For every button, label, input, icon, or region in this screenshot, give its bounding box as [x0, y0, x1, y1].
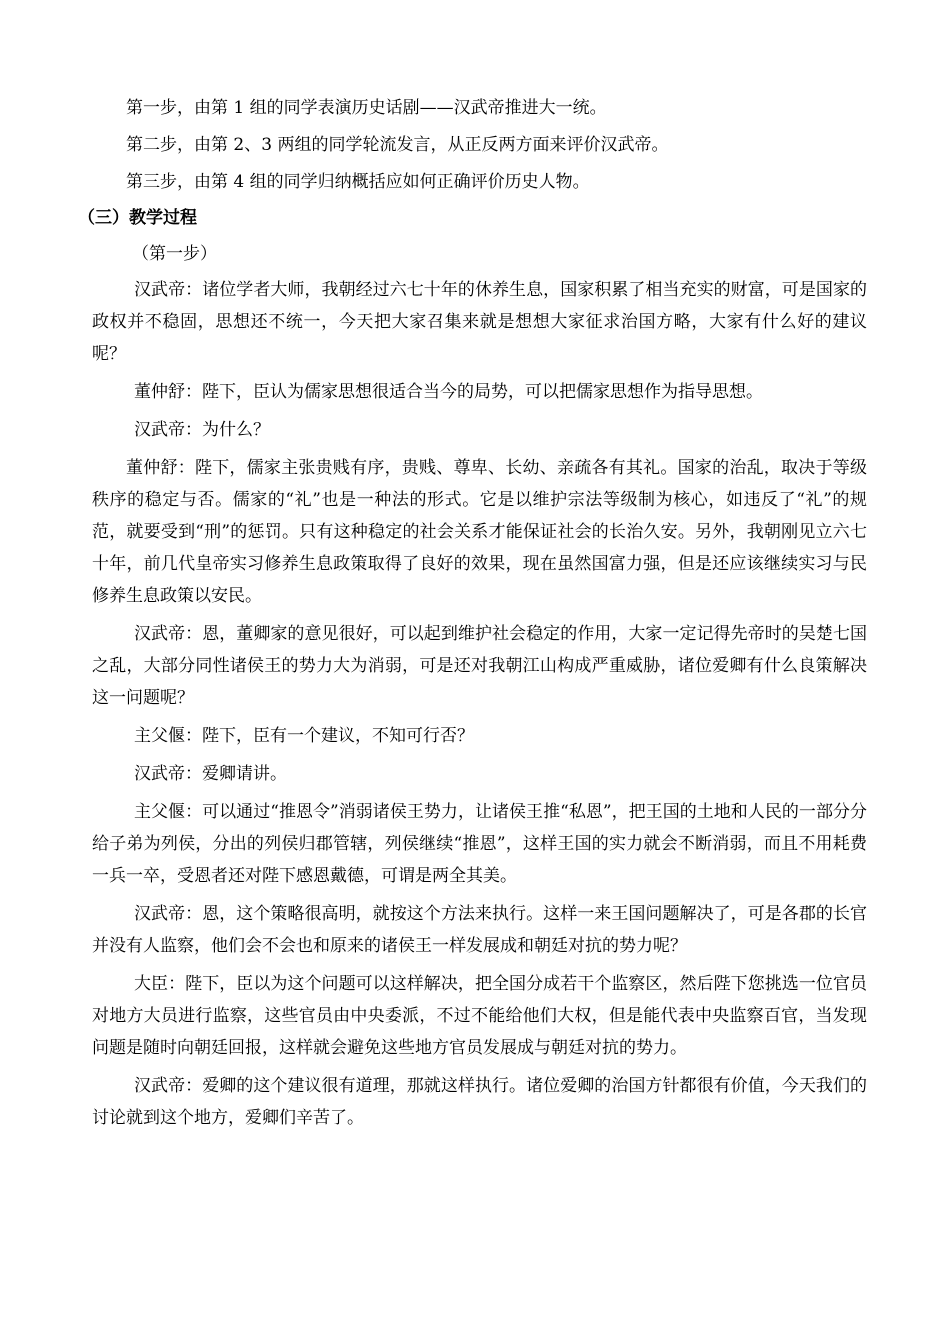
step-3: 第三步，由第 4 组的同学归纳概括应如何正确评价历史人物。 — [126, 172, 590, 192]
dialogue-line-9: 汉武帝：恩，这个策略很高明，就按这个方法来执行。这样一来王国问题解决了，可是各郡的长官并没有人监察，他们会不会也和原来的诸侯王一样发展成和朝廷对抗的势力呢？ — [92, 904, 867, 956]
sub-heading: （第一步） — [132, 244, 217, 264]
dialogue-line-2: 董仲舒：陛下，臣认为儒家思想很适合当今的局势，可以把儒家思想作为指导思想。 — [134, 382, 763, 402]
dialogue-line-10: 大臣：陛下，臣以为这个问题可以这样解决，把全国分成若干个监察区，然后陛下您挑选一位官员对地方大员进行监察，这些官员由中央委派，不过不能给他们大权，但是能代表中央监察百官，当发现问题是随时向朝廷回报，这样就会避免这些地方官员发展成与朝廷对抗的势力。 — [92, 974, 867, 1058]
step-1: 第一步，由第 1 组的同学表演历史话剧——汉武帝推进大一统。 — [126, 98, 607, 118]
dialogue-line-8: 主父偃：可以通过“推恩令”消弱诸侯王势力，让诸侯王推“私恩”，把王国的土地和人民的一部分分给子弟为列侯，分出的列侯归郡管辖，列侯继续“推恩”，这样王国的实力就会不断消弱，而且不用耗费一兵一卒，受恩者还对陛下感恩戴德，可谓是两全其美。 — [92, 802, 867, 886]
dialogue-line-3: 汉武帝：为什么？ — [134, 420, 270, 440]
dialogue-line-4: 董仲舒：陛下，儒家主张贵贱有序，贵贱、尊卑、长幼、亲疏各有其礼。国家的治乱，取决于等级秩序的稳定与否。儒家的“礼”也是一种法的形式。它是以维护宗法等级制为核心，如违反了“礼”的规范，就要受到“刑”的惩罚。只有这种稳定的社会关系才能保证社会的长治久安。另外，我朝刚见立六七十年，前几代皇帝实习修养生息政策取得了良好的效果，现在虽然国富力强，但是还应该继续实习与民修养生息政策以安民。 — [92, 458, 867, 606]
document-body — [78, 92, 867, 1140]
dialogue-line-7: 汉武帝：爱卿请讲。 — [134, 764, 287, 784]
dialogue-line-11: 汉武帝：爱卿的这个建议很有道理，那就这样执行。诸位爱卿的治国方针都很有价值，今天我们的讨论就到这个地方，爱卿们辛苦了。 — [92, 1076, 867, 1128]
dialogue-line-1: 汉武帝：诸位学者大师，我朝经过六七十年的休养生息，国家积累了相当充实的财富，可是国家的政权并不稳固，思想还不统一，今天把大家召集来就是想想大家征求治国方略，大家有什么好的建议呢？ — [92, 280, 867, 364]
step-2: 第二步，由第 2、3 两组的同学轮流发言，从正反两方面来评价汉武帝。 — [126, 135, 669, 155]
dialogue-line-5: 汉武帝：恩，董卿家的意见很好，可以起到维护社会稳定的作用，大家一定记得先帝时的吴楚七国之乱，大部分同性诸侯王的势力大为消弱，可是还对我朝江山构成严重威胁，诸位爱卿有什么良策解决这一问题呢？ — [92, 624, 867, 708]
section-heading: （三）教学过程 — [78, 208, 197, 228]
dialogue-line-6: 主父偃：陛下，臣有一个建议，不知可行否？ — [134, 726, 474, 746]
